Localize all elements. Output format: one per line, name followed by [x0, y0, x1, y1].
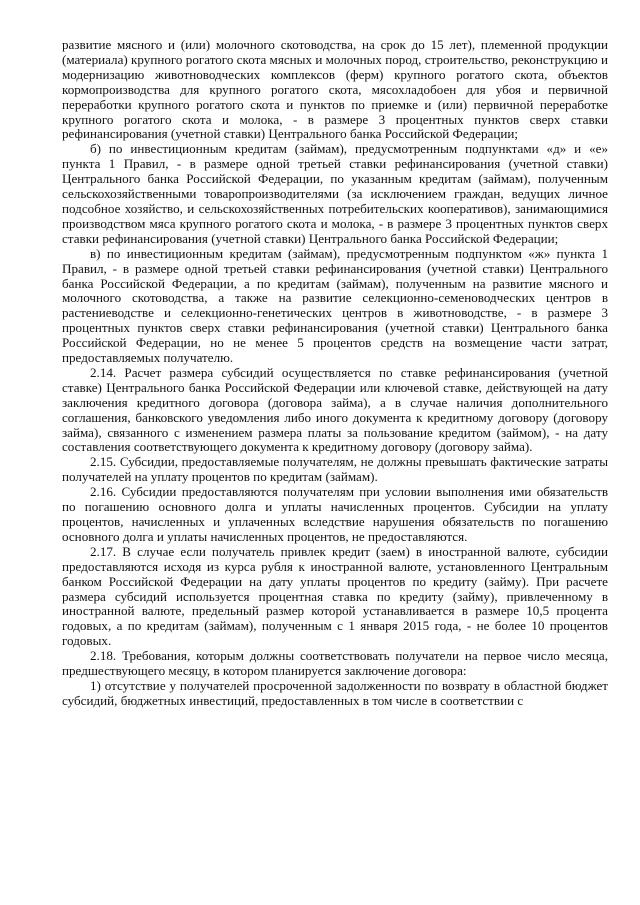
paragraph-clause-2-15: 2.15. Субсидии, предоставляемые получателям, не должны превышать фактические затраты получателей на уплату процентов по кредитам (займам). — [62, 454, 608, 485]
paragraph-continuation: развитие мясного и (или) молочного скотоводства, на срок до 15 лет), племенной продукции (материала) крупного рогатого скота мясных и молочных пород, строительство, реконструкцию и модернизацию животноводческих комплексов (ферм) крупного рогатого скота, объектов кормопроизводства для крупного рогатого скота, мясохладобоен для убоя и первичной переработки крупного рогатого скота и пунктов по приемке и (или) первичной переработке крупного рогатого скота и молока, - в размере 3 процентных пунктов сверх ставки рефинансирования (учетной ставки) Центрального банка Российской Федерации; — [62, 37, 608, 142]
paragraph-clause-2-18-item-1: 1) отсутствие у получателей просроченной задолженности по возврату в областной бюджет субсидий, бюджетных инвестиций, предоставленных в том числе в соответствии с — [62, 677, 608, 708]
paragraph-item-b: б) по инвестиционным кредитам (займам), предусмотренным подпунктами «д» и «е» пункта 1 Правил, - в размере одной третьей ставки рефинансирования (учетной ставки) Центрального банка Российской Федерации, по указанным кредитам (займам), полученным сельскохозяйственными товаропроизводителями (за исключением граждан, ведущих личное подсобное хозяйство, и сельскохозяйственных потребительских кооперативов), занимающимися производством мяса крупного рогатого скота и молока, - в размере 3 процентных пунктов сверх ставки рефинансирования (учетной ставки) Центрального банка Российской Федерации; — [62, 141, 608, 246]
paragraph-clause-2-16: 2.16. Субсидии предоставляются получателям при условии выполнения ими обязательств по погашению основного долга и уплаты начисленных процентов. Субсидии на уплату процентов, начисленных и уплаченных вследствие нарушения обязательств по погашению основного долга и уплаты начисленных процентов, не предоставляются. — [62, 484, 608, 544]
paragraph-clause-2-14: 2.14. Расчет размера субсидий осуществляется по ставке рефинансирования (учетной ставке) Центрального банка Российской Федерации или ключевой ставке, действующей на дату заключения кредитного договора (договора займа), а в случае наличия дополнительного соглашения, банковского уведомления либо иного документа к кредитному договору (договору займа), связанного с изменением размера платы за пользование кредитом (займом), - на дату составления соответствующего документа к кредитному договору (договору займа). — [62, 364, 608, 455]
paragraph-item-v: в) по инвестиционным кредитам (займам), предусмотренным подпунктом «ж» пункта 1 Правил, - в размере одной третьей ставки рефинансирования (учетной ставки) Центрального банка Российской Федерации, а по кредитам (займам), полученным на развитие мясного и молочного скотоводства, а также на развитие селекционно-семеноводческих центров в растениеводстве и селекционно-генетических центров в животноводстве, - в размере 3 процентных пунктов сверх ставки рефинансирования (учетной ставки) Центрального банка Российской Федерации, но не менее 5 процентов средств на возмещение части затрат, предоставляемых получателю. — [62, 245, 608, 366]
paragraph-clause-2-17: 2.17. В случае если получатель привлек кредит (заем) в иностранной валюте, субсидии предоставляются исходя из курса рубля к иностранной валюте, установленного Центральным банком Российской Федерации на дату уплаты процентов по кредиту (займу). При расчете размера субсидий используется процентная ставка по кредиту (займу), привлеченному в иностранной валюте, предельный размер которой устанавливается в размере 10,5 процента годовых, а по кредитам (займам), полученным с 1 января 2015 года, - не более 10 процентов годовых. — [62, 543, 608, 649]
paragraph-clause-2-18: 2.18. Требования, которым должны соответствовать получатели на первое число месяца, предшествующего месяцу, в котором планируется заключение договора: — [62, 648, 608, 679]
